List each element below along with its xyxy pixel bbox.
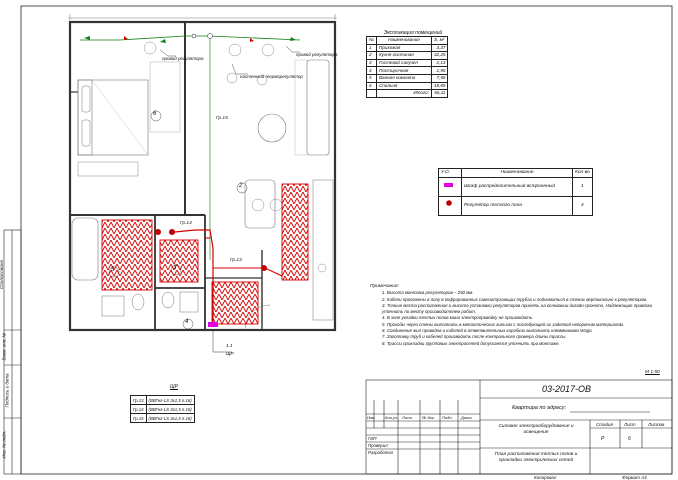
table-row: 1 Прихожая 3,37 (367, 44, 448, 52)
heated-zone-kitchen (282, 184, 308, 280)
doc-number: 03-2017-ОВ (542, 384, 592, 394)
callout-wire-regulator-left: провод регулятора (162, 56, 204, 61)
heated-zone-guest-wc (160, 240, 198, 282)
distribution-panel-icon (208, 322, 218, 327)
legend-header-qty: Кол-во (573, 169, 593, 178)
panel-ref: 1.1 (226, 344, 233, 349)
groups-table-title: ЩР (170, 384, 178, 390)
table-row: Гр.14 (ВВГнг-LS 3х1,5 п.16) (131, 405, 195, 414)
arrow-markers (84, 36, 296, 43)
notes-title: Примечания: (370, 284, 399, 289)
stage-header: Стадия (596, 422, 613, 427)
sheet-header: Лист (624, 422, 636, 427)
rooms-header-area: S, м² (431, 37, 448, 45)
col-header-sign: Подп. (442, 415, 453, 420)
legend-header-symbol: У.О. (439, 169, 462, 178)
list-item: 3. Точные места расположения и высота установки регуляторов принять на основании дизайн-проекта. Надлежащие привязки уточнить по месту производителем работ. (382, 302, 653, 315)
list-item: 8. Трассы прокладки групповых электросетей допускается уточнить при монтаже. (382, 340, 560, 346)
list-item: 7. Заготовку труб и кабелей производить после контрольного промера длины трассы. (382, 334, 567, 340)
list-item: 1. Высота монтажа регуляторов – 250 мм. (382, 290, 474, 296)
table-row: 3 Гостевой санузел 2,13 (367, 59, 448, 67)
group-label-gr13: Гр.13 (230, 258, 242, 263)
author-label: Разработал (368, 450, 394, 455)
legend-table (438, 168, 593, 216)
rooms-total-value: 66,11 (431, 90, 448, 98)
section-title: Силовое электрооборудование и освещение (498, 424, 574, 435)
rooms-header-no: № (367, 37, 377, 45)
legend-header-name: Наименование (462, 169, 573, 178)
side-stamp (4, 230, 21, 474)
col-header-kol: Кол.уч. (385, 415, 399, 420)
col-header-date: Дата (461, 415, 472, 420)
side-label-sign-date: Подпись и дата (4, 373, 10, 408)
scale-label: М 1:50 (645, 370, 660, 375)
table-row: Гр.13 (ВВГнг-LS 3х1,5 п.16) (131, 396, 195, 405)
list-item: 2. Кабели проложены в полу в гофрированных самозатухающих трубах и подниматься в стенах вертикально к регулятором. (382, 296, 648, 302)
room-number-5: 5 (111, 267, 115, 273)
room-number-6: 6 (153, 111, 157, 117)
callout-wall-regulator: настенный терморегулятор (240, 74, 303, 79)
col-header-doc: № док. (422, 415, 435, 420)
side-label-inv-original: Инв. № подл. (1, 430, 7, 459)
heated-zone-bathroom (102, 220, 152, 290)
list-item: 6. Соединение жил проводов и кабелей в ответвительных коробках выполнить клеммниками Wago. (382, 328, 593, 334)
list-item: 4. В зоне укладки теплых полов мини электропроводку не производить. (382, 315, 534, 321)
groups-table (130, 384, 218, 423)
cable-routes (80, 36, 300, 352)
stage-value: Р (601, 436, 605, 442)
table-row: 6 Спальня 18,85 (367, 82, 448, 90)
rooms-total-label: Итого: (376, 90, 431, 98)
table-row: Шкаф распределительный встроенный 1 (439, 178, 593, 197)
table-row: 2 Кухня-гостиная 32,25 (367, 52, 448, 60)
room-number-2: 2 (239, 183, 243, 189)
table-row: Регулятор теплого пола 4 (439, 197, 593, 216)
check-label: Проверил (368, 443, 388, 448)
panel-name: ЩР (226, 352, 234, 357)
rooms-table (366, 30, 460, 98)
callout-wire-regulator-right: провод регулятора (296, 52, 338, 57)
side-label-agreed: Согласовано (0, 259, 6, 290)
group-label-gr15: Гр.15 (216, 116, 228, 121)
side-label-replaced-inv: Взам. инв. № (1, 332, 7, 361)
rooms-table-title: Экспликация помещений (383, 30, 443, 36)
col-header-izm: Изм. (367, 415, 376, 420)
room-number-3: 3 (173, 265, 177, 271)
gip-label: ГИП (368, 436, 377, 441)
list-item: 5. Проходы через стены выполнить в металлических гильзах с последующей их заделкой негорючим материалом. (382, 321, 625, 327)
table-row: Гр.15 (ВВГнг-LS 3х1,5 п.16) (131, 414, 195, 423)
sheets-header: Листов (648, 422, 665, 427)
col-header-list: Лист (402, 415, 413, 420)
object-address: Квартира по адресу: (512, 405, 567, 411)
copied-label: Копировал (534, 475, 557, 480)
notes-block (370, 284, 662, 347)
sheet-title: План расположения теплых полов и прокладки электрических сетей (494, 452, 578, 463)
group-label-gr14: Гр.14 (180, 221, 192, 226)
sheet-value: 6 (628, 436, 631, 442)
rooms-header-name: Наименование (376, 37, 431, 45)
heated-zone-hall (212, 282, 258, 324)
room-number-4: 4 (185, 319, 189, 325)
format-label: Формат А3 (622, 475, 647, 480)
table-row: 4 Постирочная 1,95 (367, 67, 448, 75)
table-row: 5 Ванная комната 7,56 (367, 74, 448, 82)
